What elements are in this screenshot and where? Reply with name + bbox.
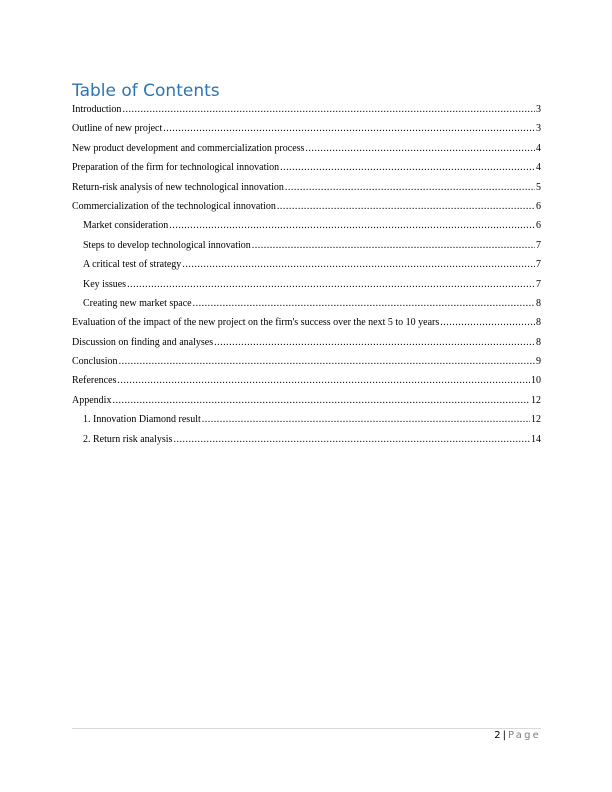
toc-entry-label: Introduction (72, 104, 122, 115)
toc-entry-page: 8 (536, 336, 541, 348)
toc-entry-label: Commercialization of the technological innovation (72, 200, 276, 212)
toc-entry-label: Key issues (83, 278, 127, 290)
dot-leader (119, 355, 535, 369)
toc-entry-label: Return-risk analysis of new technological innovation (72, 181, 284, 193)
toc-entry-references[interactable] (72, 374, 541, 393)
page-footer (494, 730, 541, 741)
toc-entry-label: Conclusion (72, 356, 118, 368)
toc-entry-label: New product development and commercialization process (72, 142, 305, 154)
toc-entry-commercialization[interactable] (72, 200, 541, 219)
toc-entry-steps-to-develop[interactable] (72, 239, 541, 258)
dot-leader (440, 316, 535, 330)
toc-entry-page: 7 (536, 278, 541, 290)
toc-entry-label: 1. Innovation Diamond result (83, 414, 201, 426)
toc-entry-label: Discussion on finding and analyses (72, 336, 214, 348)
toc-entry-return-risk-analysis[interactable] (72, 181, 541, 200)
toc-entry-label: Evaluation of the impact of the new project on the firm's success over the next 5 to 10 years (72, 317, 440, 329)
dot-leader (127, 278, 535, 292)
toc-entry-label: 2. Return risk analysis (83, 433, 173, 445)
toc-entry-new-product-development[interactable] (72, 142, 541, 161)
toc-entry-return-risk-analysis-appendix[interactable] (72, 433, 541, 452)
toc-title: Table of Contents (72, 81, 220, 101)
dot-leader (182, 258, 535, 272)
toc-entry-page: 12 (531, 414, 541, 426)
toc-entry-page: 12 (531, 394, 541, 406)
toc-entry-discussion[interactable] (72, 336, 541, 355)
toc-entry-creating-new-market-space[interactable] (72, 297, 541, 316)
dot-leader (173, 433, 530, 447)
toc-entry-innovation-diamond-result[interactable] (72, 413, 541, 432)
toc-entry-outline-of-new-project[interactable] (72, 122, 541, 141)
dot-leader (214, 336, 535, 350)
toc-entry-page: 4 (536, 162, 541, 174)
dot-leader (193, 297, 535, 311)
footer-page-label: Page (507, 730, 541, 741)
toc-entry-page: 14 (531, 433, 541, 445)
toc-entry-label: Preparation of the firm for technological innovation (72, 162, 280, 174)
toc-entry-appendix[interactable] (72, 394, 541, 413)
toc-entry-label: Creating new market space (83, 297, 192, 309)
toc-entry-label: A critical test of strategy (83, 259, 182, 271)
footer-divider (72, 728, 541, 729)
dot-leader (117, 374, 530, 388)
toc-entry-evaluation-of-impact[interactable] (72, 316, 541, 335)
toc-entry-introduction[interactable] (72, 103, 541, 122)
dot-leader (277, 200, 535, 214)
toc-entry-preparation-of-firm[interactable] (72, 161, 541, 180)
toc-entry-page: 3 (536, 123, 541, 135)
toc-entry-page: 7 (536, 239, 541, 251)
dot-leader (280, 161, 535, 175)
toc-entry-label: Appendix (72, 394, 112, 406)
toc-entry-page: 10 (531, 375, 541, 387)
toc-entry-page: 9 (536, 356, 541, 368)
toc-entry-page: 5 (536, 181, 541, 193)
toc-entry-page: 6 (536, 200, 541, 212)
toc-entry-page: 3 (536, 104, 541, 115)
toc-entry-page: 8 (536, 317, 541, 329)
dot-leader (169, 219, 535, 233)
toc-entry-label: Outline of new project (72, 123, 163, 135)
dot-leader (285, 181, 535, 195)
footer-separator: | (502, 730, 506, 741)
toc-entry-label: Steps to develop technological innovation (83, 239, 251, 251)
toc-entry-page: 8 (536, 297, 541, 309)
toc-entry-label: Market consideration (83, 220, 169, 232)
toc-entry-key-issues[interactable] (72, 278, 541, 297)
toc-entry-market-consideration[interactable] (72, 219, 541, 238)
toc-list (72, 103, 541, 452)
dot-leader (122, 103, 535, 117)
toc-entry-page: 6 (536, 220, 541, 232)
dot-leader (252, 239, 535, 253)
dot-leader (112, 394, 530, 408)
toc-entry-critical-test-of-strategy[interactable] (72, 258, 541, 277)
dot-leader (202, 413, 530, 427)
footer-page-number: 2 (494, 730, 501, 741)
toc-entry-page: 7 (536, 259, 541, 271)
dot-leader (163, 122, 535, 136)
toc-entry-conclusion[interactable] (72, 355, 541, 374)
toc-entry-label: References (72, 375, 117, 387)
toc-entry-page: 4 (536, 142, 541, 154)
dot-leader (305, 142, 535, 156)
